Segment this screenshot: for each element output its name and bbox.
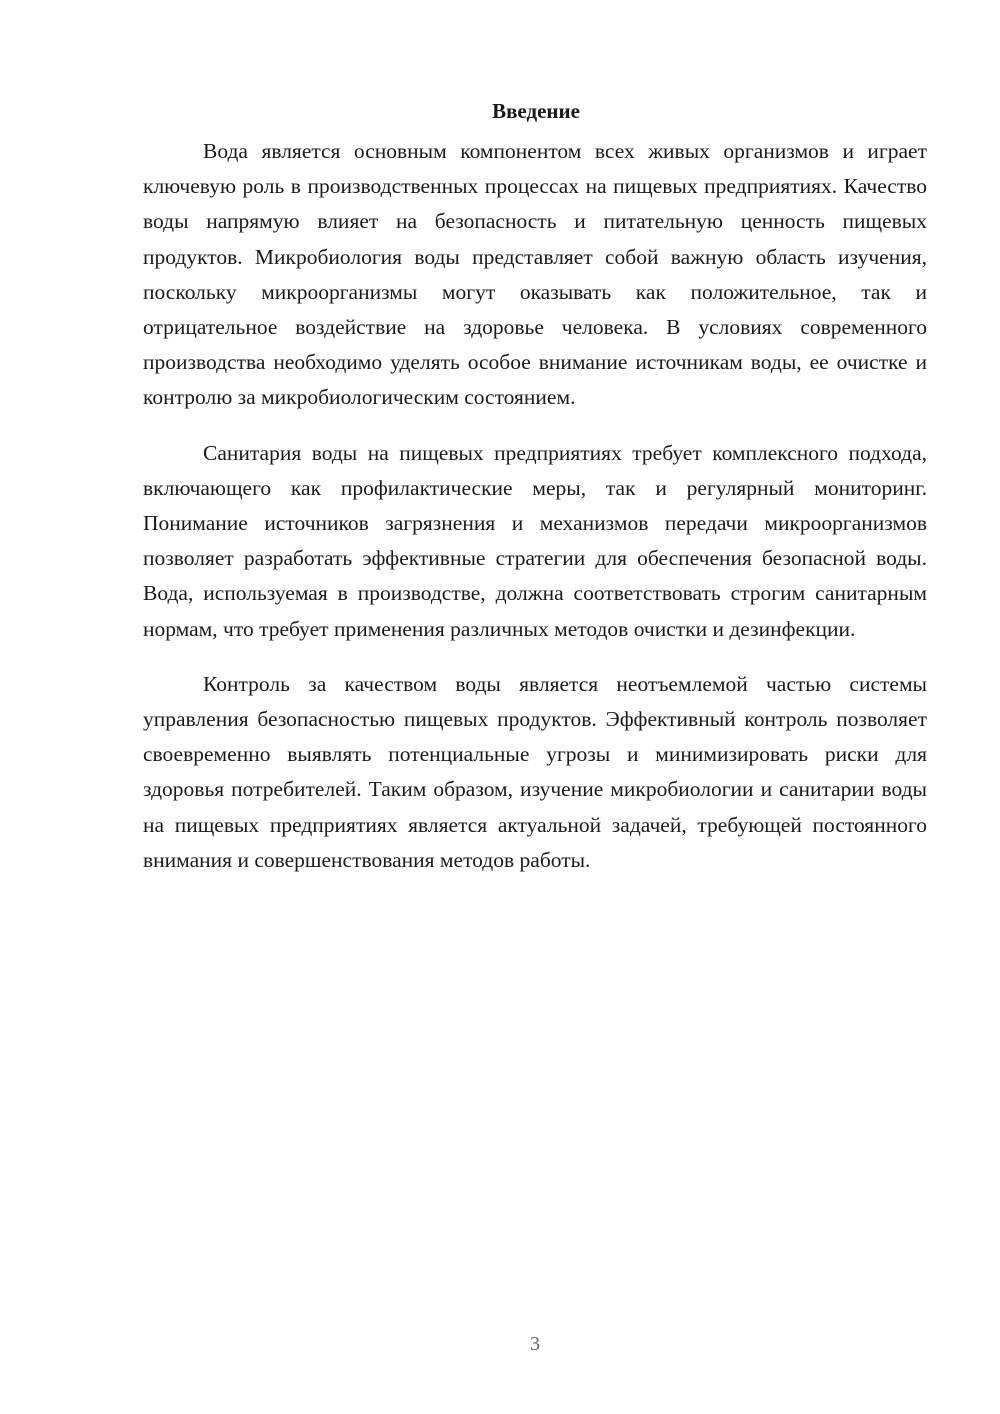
document-page — [143, 96, 927, 898]
page-number: 3 — [530, 1333, 540, 1355]
paragraph-1: Вода является основным компонентом всех живых организмов и играет ключевую роль в производственных процессах на пищевых предприятиях. Качество воды напрямую влияет на безопасность и питательную ценность пищевых продуктов. Микробиология воды представляет собой важную область изучения, поскольку микроорганизмы могут оказывать как положительное, так и отрицательное воздействие на здоровье человека. В условиях современного производства необходимо уделять особое внимание источникам воды, ее очистке и контролю за микробиологическим состоянием. — [143, 139, 927, 410]
paragraph-3: Контроль за качеством воды является неотъемлемой частью системы управления безопасностью пищевых продуктов. Эффективный контроль позволяет своевременно выявлять потенциальные угрозы и минимизировать риски для здоровья потребителей. Таким образом, изучение микробиологии и санитарии воды на пищевых предприятиях является актуальной задачей, требующей постоянного внимания и совершенствования методов работы. — [143, 671, 927, 872]
paragraph-2: Санитария воды на пищевых предприятиях требует комплексного подхода, включающего как профилактические меры, так и регулярный мониторинг. Понимание источников загрязнения и механизмов передачи микроорганизмов позволяет разработать эффективные стратегии для обеспечения безопасной воды. Вода, используемая в производстве, должна соответствовать строгим санитарным нормам, что требует применения различных методов очистки и дезинфекции. — [143, 440, 927, 641]
section-heading: Введение — [492, 99, 580, 123]
